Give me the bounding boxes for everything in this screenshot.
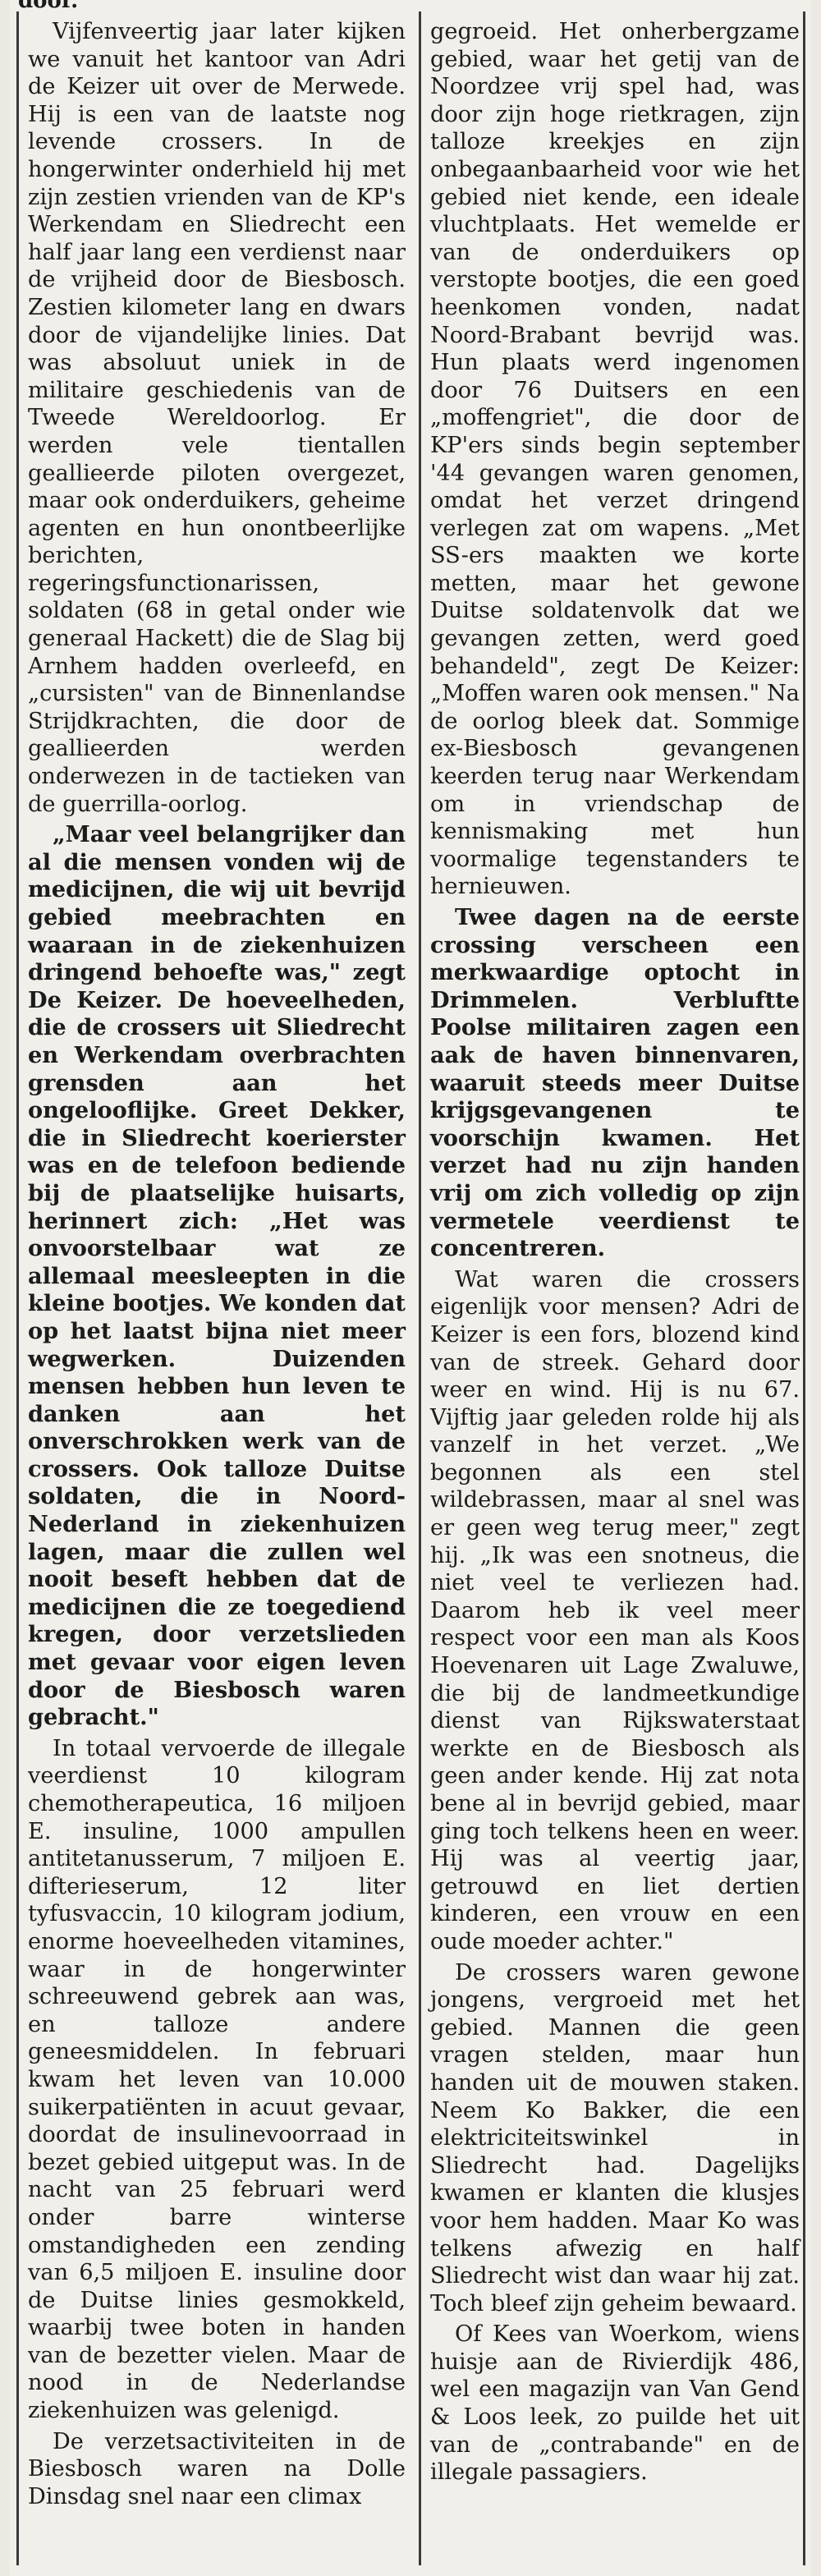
paragraph: Of Kees van Woerkom, wiens huisje aan de Rivierdijk 486, wel een magazijn van Van Gend & Loos leek, zo puilde het uit van de „contrabande" en de illegale passagiers.	[430, 2321, 800, 2486]
article-column-right	[430, 18, 800, 2486]
headline-fragment	[18, 0, 78, 2]
article-column-left	[28, 18, 406, 2510]
paragraph: De verzetsactiviteiten in de Biesbosch waren na Dolle Dinsdag snel naar een climax	[28, 2428, 406, 2509]
column-rule-left	[16, 11, 19, 2565]
paragraph: gegroeid. Het onherbergzame gebied, waar het getij van de Noordzee vrij spel had, was door zijn hoge rietkragen, zijn talloze kreekjes en zijn onbegaanbaarheid voor wie het gebied niet kende, een ideale vluchtplaats. Het wemelde er van de onderduikers op verstopte bootjes, die een goed heenkomen vonden, nadat Noord-Brabant bevrijd was. Hun plaats werd ingenomen door 76 Duitsers en een „moffengriet", die door de KP'ers sinds begin september '44 gevangen waren genomen, omdat het verzet dringend verlegen zat om wapens. „Met SS-ers maakten we korte metten, maar het gewone Duitse soldatenvolk dat we gevangen zetten, werd goed behandeld", zegt De Keizer: „Moffen waren ook mensen." Na de oorlog bleek dat. Sommige ex-Biesbosch gevangenen keerden terug naar Werkendam om in vriendschap de kennismaking met hun voormalige tegenstanders te hernieuwen.	[430, 19, 800, 900]
paragraph: De crossers waren gewone jongens, vergroeid met het gebied. Mannen die geen vragen stelden, maar hun handen uit de mouwen staken. Neem Ko Bakker, die een elektriciteitswinkel in Sliedrecht had. Dagelijks kwamen er klanten die klusjes voor hem hadden. Maar Ko was telkens afwezig en half Sliedrecht wist dan waar hij zat. Toch bleef zijn geheim bewaard.	[430, 1959, 800, 2317]
column-rule-middle	[419, 11, 421, 2565]
paragraph-bold: „Maar veel belangrijker dan al die mensen vonden wij de medicijnen, die wij uit bevrijd gebied meebrachten en waaraan in de ziekenhuizen dringend behoefte was," zegt De Keizer. De hoeveelheden, die de crossers uit Sliedrecht en Werkendam overbrachten grensden aan het ongelooflijke. Greet Dekker, die in Sliedrecht koerierster was en de telefoon bediende bij de plaatselijke huisarts, herinnert zich: „Het was onvoorstelbaar wat ze allemaal meesleepten in die kleine bootjes. We konden dat op het laatst bijna niet meer wegwerken. Duizenden mensen hebben hun leven te danken aan het onverschrokken werk van de crossers. Ook talloze Duitse soldaten, die in Noord-Nederland in ziekenhuizen lagen, maar die zullen wel nooit beseft hebben dat de medicijnen die ze toegediend kregen, door verzetslieden met gevaar voor eigen leven door de Biesbosch waren gebracht."	[28, 821, 406, 1731]
paragraph: Vijfenveertig jaar later kijken we vanuit het kantoor van Adri de Keizer uit over de Merwede. Hij is een van de laatste nog levende crossers. In de hongerwinter onderhield hij met zijn zestien vrienden van de KP's Werkendam en Sliedrecht een half jaar lang een verdienst naar de vrijheid door de Biesbosch. Zestien kilometer lang en dwars door de vijandelijke linies. Dat was absoluut uniek in de militaire geschiedenis van de Tweede Wereldoorlog. Er werden vele tientallen geallieerde piloten overgezet, maar ook onderduikers, geheime agenten en hun onontbeerlijke berichten, regeringsfunctionarissen, soldaten (68 in getal onder wie generaal Hackett) die de Slag bij Arnhem hadden overleefd, en „cursisten" van de Binnenlandse Strijdkrachten, die door de geallieerden werden onderwezen in de tactieken van de guerrilla-oorlog.	[28, 19, 406, 817]
paragraph: Wat waren die crossers eigenlijk voor mensen? Adri de Keizer is een fors, blozend kind van de streek. Gehard door weer en wind. Hij is nu 67. Vijftig jaar geleden rolde hij als vanzelf in het verzet. „We begonnen als een stel wildebrassen, maar al snel was er geen weg terug meer," zegt hij. „Ik was een snotneus, die niet veel te verliezen had. Daarom heb ik veel meer respect voor een man als Koos Hoevenaren uit Lage Zwaluwe, die bij de landmeetkundige dienst van Rijkswaterstaat werkte en de Biesbosch als geen ander kende. Hij zat nota bene al in bevrijd gebied, maar ging toch telkens heen en weer. Hij was al veertig jaar, getrouwd en liet dertien kinderen, een vrouw en een oude moeder achter."	[430, 1266, 800, 1954]
paragraph-bold: Twee dagen na de eerste crossing verscheen een merkwaardige optocht in Drimmelen. Verbluftte Poolse militairen zagen een aak de haven binnenvaren, waaruit steeds meer Duitse krijgsgevangenen te voorschijn kwamen. Het verzet had nu zijn handen vrij om zich volledig op zijn vermetele veerdienst te concentreren.	[430, 904, 800, 1262]
column-rule-right	[803, 11, 805, 2565]
paragraph: In totaal vervoerde de illegale veerdienst 10 kilogram chemotherapeutica, 16 miljoen E. insuline, 1000 ampullen antitetanusserum, 7 miljoen E. difterieserum, 12 liter tyfusvaccin, 10 kilogram jodium, enorme hoeveelheden vitamines, waar in de hongerwinter schreeuwend gebrek aan was, en talloze andere geneesmiddelen. In februari kwam het leven van 10.000 suikerpatiënten in acuut gevaar, doordat de insulinevoorraad in bezet gebied uitgeput was. In de nacht van 25 februari werd onder barre winterse omstandigheden een zending van 6,5 miljoen E. insuline door de Duitse linies gesmokkeld, waarbij twee boten in handen van de bezetter vielen. Maar de nood in de Nederlandse ziekenhuizen was gelenigd.	[28, 1735, 406, 2424]
